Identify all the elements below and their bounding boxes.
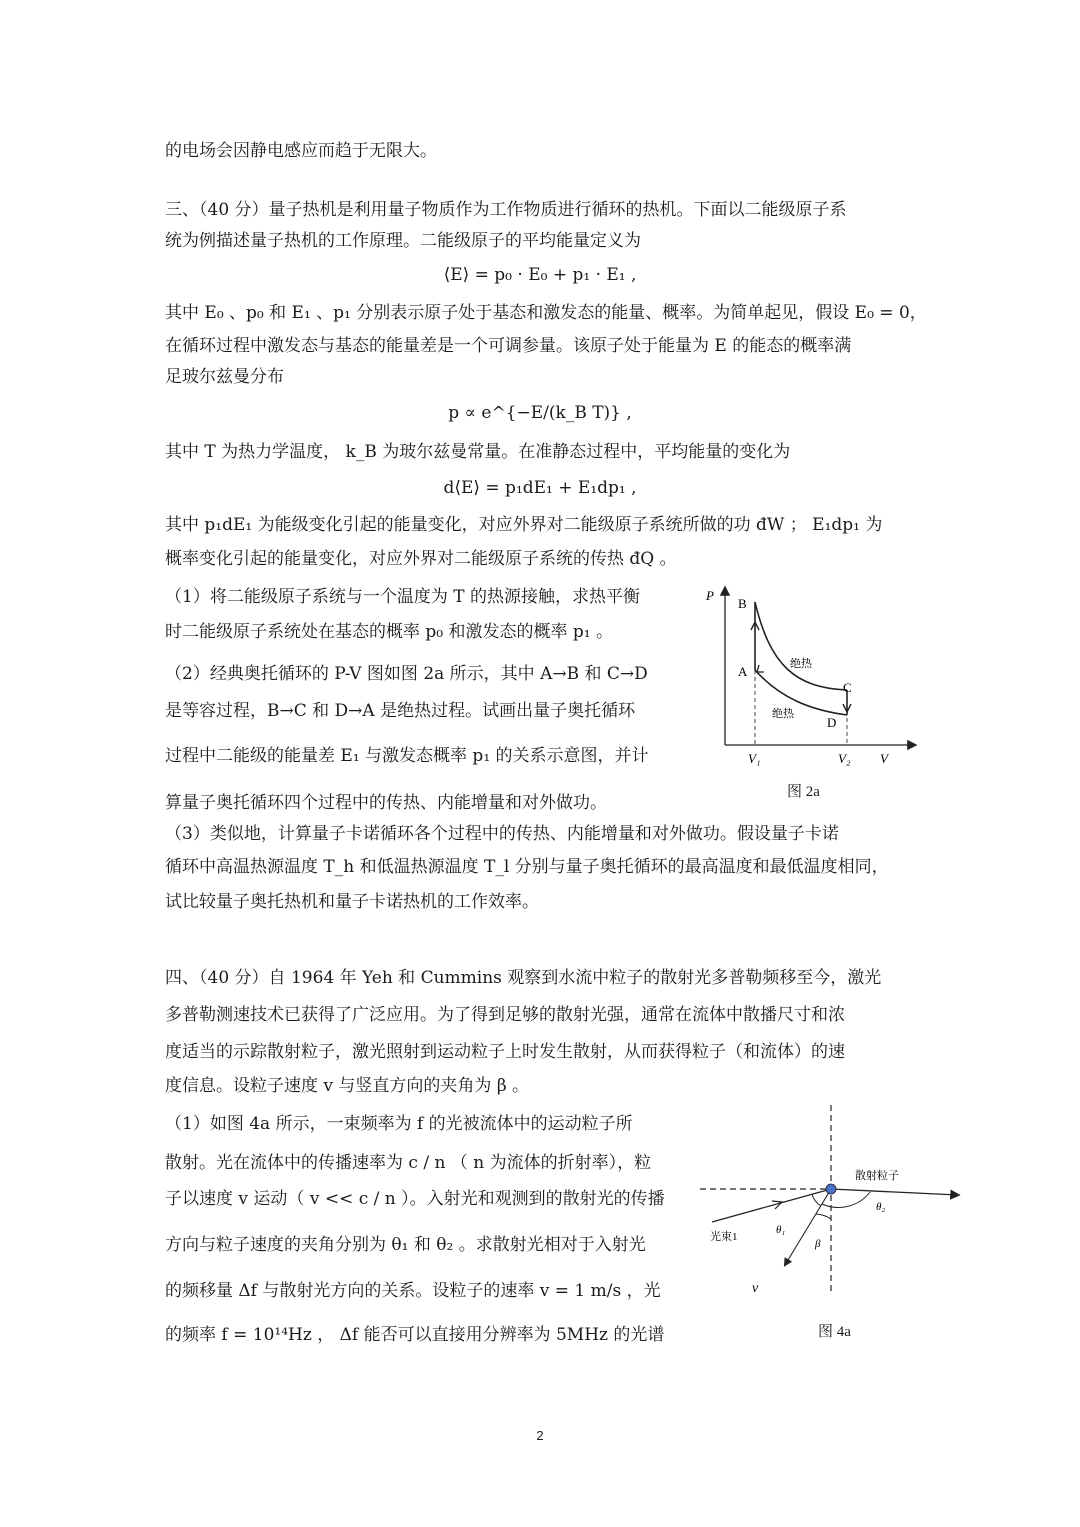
axis-v-label: V: [880, 751, 888, 766]
text-line: 多普勒测速技术已获得了广泛应用。为了得到足够的散射光强，通常在流体中散播尺寸和浓: [165, 1005, 845, 1025]
adiabat-upper-label: 绝热: [790, 658, 812, 670]
beam-label: 光束1: [710, 1231, 738, 1243]
text-line: 时二能级原子系统处在基态的概率 p₀ 和激发态的概率 p₁ 。: [165, 622, 614, 642]
text-line: 算量子奥托循环四个过程中的传热、内能增量和对外做功。: [165, 793, 607, 813]
text-line: 子以速度 v 运动（ v << c / n ）。入射光和观测到的散射光的传播: [165, 1189, 665, 1209]
text-line: 三、（40 分）量子热机是利用量子物质作为工作物质进行循环的热机。下面以二能级原子系: [165, 200, 847, 220]
theta2-label: θ₂: [876, 1201, 886, 1213]
text-line: 度适当的示踪散射粒子，激光照射到运动粒子上时发生散射，从而获得粒子（和流体）的速: [165, 1042, 845, 1062]
v1-label: V₁: [748, 751, 761, 766]
beta-label: β: [815, 1238, 821, 1250]
text-line: 统为例描述量子热机的工作原理。二能级原子的平均能量定义为: [165, 231, 641, 251]
particle-label: 散射粒子: [855, 1170, 899, 1182]
theta1-label: θ₁: [776, 1224, 786, 1236]
equation: ⟨E⟩ = p₀ · E₀ + p₁ · E₁ ,: [443, 265, 637, 285]
text-line: 概率变化引起的能量变化，对应外界对二能级原子系统的传热 đQ 。: [165, 549, 677, 569]
point-d-label: D: [827, 715, 837, 730]
text-line: 的电场会因静电感应而趋于无限大。: [165, 141, 437, 161]
text-line: 方向与粒子速度的夹角分别为 θ₁ 和 θ₂ 。求散射光相对于入射光: [165, 1235, 646, 1255]
text-line: 其中 T 为热力学温度， k_B 为玻尔兹曼常量。在准静态过程中，平均能量的变化为: [165, 442, 791, 462]
text-line: 过程中二能级的能量差 E₁ 与激发态概率 p₁ 的关系示意图，并计: [165, 746, 649, 766]
point-a-label: A: [738, 664, 748, 679]
text-line: 的频率 f = 10¹⁴Hz ， Δf 能否可以直接用分辨率为 5MHz 的光谱: [165, 1325, 665, 1345]
text-line: 在循环过程中激发态与基态的能量差是一个可调参量。该原子处于能量为 E 的能态的概率满: [165, 336, 852, 356]
text-line: 散射。光在流体中的传播速率为 c / n （ n 为流体的折射率），粒: [165, 1153, 652, 1173]
text-line: 其中 p₁dE₁ 为能级变化引起的能量变化，对应外界对二能级原子系统所做的功 đW ； E₁dp₁ 为: [165, 515, 883, 535]
equation: d⟨E⟩ = p₁dE₁ + E₁dp₁ ,: [443, 478, 637, 498]
text-line: 其中 E₀ 、p₀ 和 E₁ 、p₁ 分别表示原子处于基态和激发态的能量、概率。为简单起见，假设 E₀ = 0，: [165, 303, 927, 323]
text-line: （2）经典奥托循环的 P-V 图如图 2a 所示，其中 A→B 和 C→D: [165, 664, 648, 684]
page-number: 2: [536, 1428, 544, 1443]
text-line: （1）将二能级原子系统与一个温度为 T 的热源接触，求热平衡: [165, 587, 640, 607]
axis-p-label: P: [706, 588, 714, 603]
point-c-label: C: [843, 680, 852, 695]
text-line: 四、（40 分）自 1964 年 Yeh 和 Cummins 观察到水流中粒子的散射光多普勒频移至今，激光: [165, 968, 882, 988]
figure-4a-caption: 图 4a: [818, 1324, 851, 1340]
velocity-label: v: [752, 1281, 759, 1296]
text-line: （1）如图 4a 所示，一束频率为 f 的光被流体中的运动粒子所: [165, 1114, 633, 1134]
equation: p ∝ e^{−E/(k_B T)} ,: [448, 403, 632, 423]
adiabat-lower-label: 绝热: [772, 708, 794, 720]
text-line: （3）类似地，计算量子卡诺循环各个过程中的传热、内能增量和对外做功。假设量子卡诺: [165, 824, 839, 844]
text-line: 循环中高温热源温度 T_h 和低温热源温度 T_l 分别与量子奥托循环的最高温度和最低温度相同，: [165, 857, 889, 877]
text-line: 试比较量子奥托热机和量子卡诺热机的工作效率。: [165, 892, 539, 912]
text-line: 足玻尔兹曼分布: [165, 367, 284, 387]
v2-label: V₂: [838, 751, 851, 766]
text-line: 是等容过程，B→C 和 D→A 是绝热过程。试画出量子奥托循环: [165, 701, 636, 721]
text-line: 度信息。设粒子速度 v 与竖直方向的夹角为 β 。: [165, 1076, 530, 1096]
figure-4a-scattering-diagram: [700, 1105, 965, 1305]
point-b-label: B: [738, 596, 747, 611]
text-line: 的频移量 Δf 与散射光方向的关系。设粒子的速率 v = 1 m/s ，光: [165, 1281, 661, 1301]
figure-2a-caption: 图 2a: [787, 784, 820, 800]
